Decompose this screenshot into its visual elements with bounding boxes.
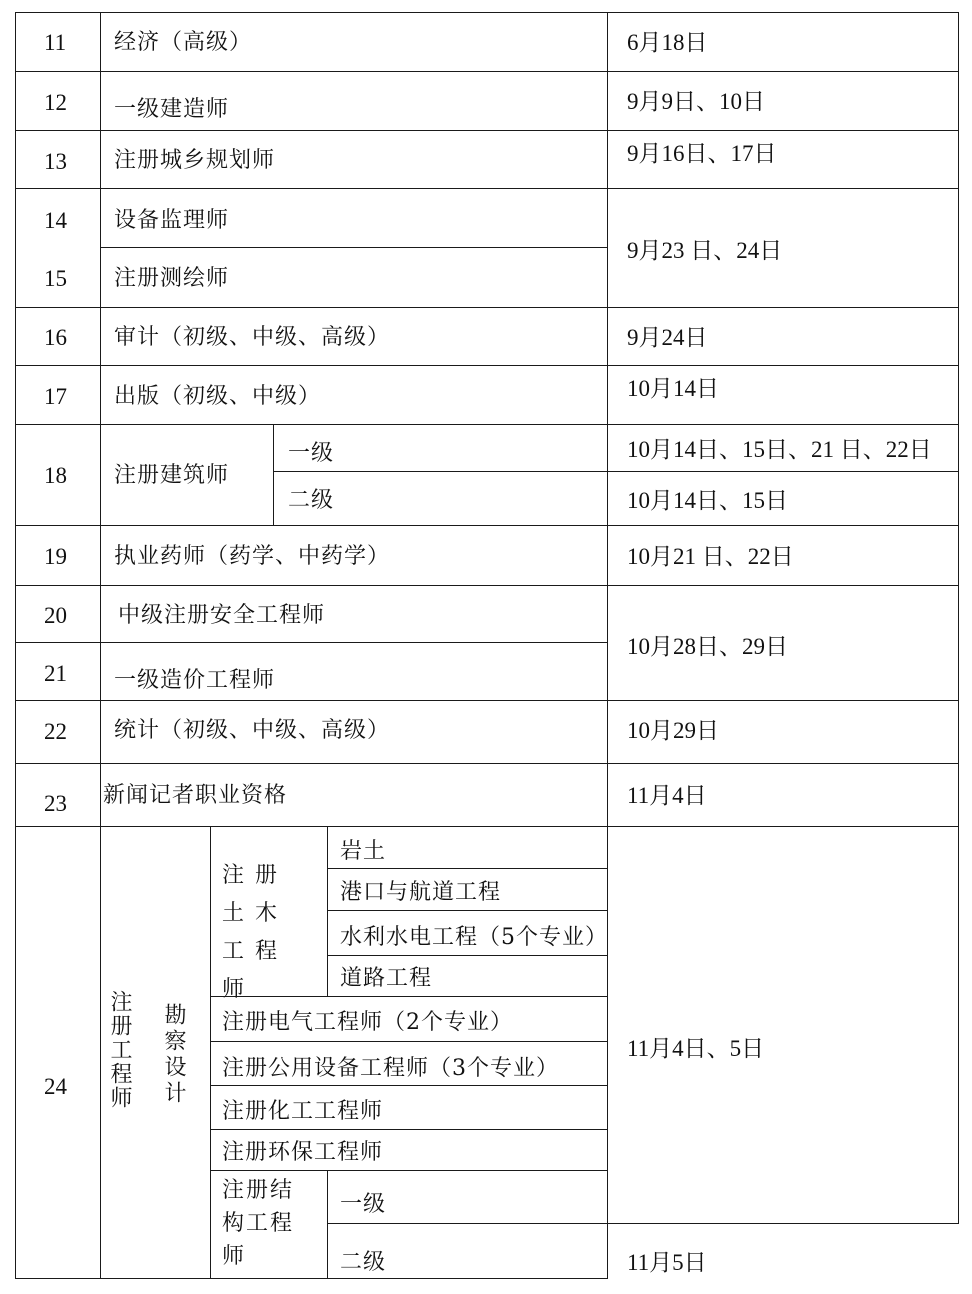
table-rule [607, 12, 608, 1279]
row-number: 13 [44, 149, 67, 174]
table-rule [15, 763, 958, 764]
level-label: 二级 [288, 488, 335, 513]
exam-name: 一级造价工程师 [114, 668, 276, 693]
table-rule [327, 826, 328, 997]
exam-name: 新闻记者职业资格 [103, 783, 288, 808]
row-number: 19 [44, 544, 67, 569]
exam-name: 中级注册安全工程师 [118, 603, 326, 628]
table-rule [327, 955, 607, 956]
exam-date: 10月14日、15日 [627, 488, 788, 513]
table-rule [210, 826, 211, 1279]
table-rule [15, 188, 958, 189]
row-number: 17 [44, 384, 67, 409]
exam-name: 出版（初级、中级） [114, 384, 322, 409]
table-rule [15, 424, 958, 425]
table-rule [100, 247, 607, 248]
table-rule [15, 365, 958, 366]
exam-date: 10月28日、29日 [627, 634, 788, 659]
specialty: 水利水电工程（5个专业） [340, 925, 608, 950]
row-number: 23 [44, 791, 67, 816]
exam-name: 经济（高级） [114, 30, 253, 55]
table-rule [15, 12, 959, 13]
row-number: 18 [44, 463, 67, 488]
table-rule [15, 1278, 607, 1279]
level-label: 二级 [340, 1250, 387, 1275]
table-rule [327, 910, 607, 911]
exam-name: 注册测绘师 [114, 266, 230, 291]
row-number: 20 [44, 603, 67, 628]
exam-date: 10月14日 [627, 376, 719, 401]
exam-name: 注册建筑师 [114, 463, 230, 488]
exam-date: 9月16日、17日 [627, 141, 777, 166]
specialty: 道路工程 [340, 966, 433, 991]
exam-date: 11月4日、5日 [627, 1036, 765, 1061]
table-rule [15, 585, 958, 586]
table-rule [210, 1085, 607, 1086]
exam-name: 审计（初级、中级、高级） [114, 325, 391, 350]
table-rule [327, 1170, 328, 1279]
exam-date: 9月24日 [627, 325, 708, 350]
level-label: 一级 [340, 1192, 387, 1217]
group-label: 注册工程师 [107, 990, 132, 1110]
table-rule [15, 130, 958, 131]
exam-date: 9月9日、10日 [627, 89, 765, 114]
specialty: 港口与航道工程 [340, 880, 502, 905]
exam-date: 6月18日 [627, 30, 708, 55]
exam-date: 11月5日 [627, 1250, 707, 1275]
table-rule [210, 1170, 607, 1171]
row-number: 14 [44, 208, 67, 233]
row-number: 12 [44, 90, 67, 115]
civil-engineer-label: 注册土木工程师 [222, 863, 289, 1002]
exam-date: 11月4日 [627, 783, 707, 808]
table-rule [15, 700, 958, 701]
table-rule [958, 12, 959, 1224]
row-number: 24 [44, 1074, 67, 1099]
engineer-type: 注册电气工程师（2个专业） [222, 1010, 513, 1035]
exam-name: 执业药师（药学、中药学） [114, 544, 391, 569]
exam-name: 统计（初级、中级、高级） [114, 718, 391, 743]
table-rule [327, 868, 607, 869]
exam-date: 10月14日、15日、21 日、22日 [627, 437, 932, 462]
exam-date: 10月29日 [627, 718, 719, 743]
table-rule [15, 642, 607, 643]
table-rule [15, 307, 958, 308]
row-number: 21 [44, 661, 67, 686]
subgroup-label: 勘察设计 [161, 1003, 186, 1107]
row-number: 15 [44, 266, 67, 291]
row-number: 22 [44, 719, 67, 744]
exam-date: 9月23 日、24日 [627, 238, 783, 263]
table-rule [15, 71, 959, 72]
exam-name: 设备监理师 [114, 208, 230, 233]
exam-name: 一级建造师 [114, 97, 230, 122]
exam-date: 10月21 日、22日 [627, 544, 794, 569]
table-rule [210, 1041, 607, 1042]
table-rule [100, 12, 101, 1279]
level-label: 一级 [288, 441, 335, 466]
specialty: 岩土 [340, 839, 387, 864]
table-rule [15, 826, 958, 827]
table-rule [210, 1129, 607, 1130]
table-rule [15, 525, 958, 526]
exam-name: 注册城乡规划师 [114, 148, 276, 173]
row-number: 16 [44, 325, 67, 350]
engineer-type: 注册化工工程师 [222, 1099, 384, 1124]
structural-engineer-label: 注册结构工程师 [222, 1178, 295, 1269]
table-rule [273, 424, 274, 526]
engineer-type: 注册公用设备工程师（3个专业） [222, 1056, 559, 1081]
row-number: 11 [44, 30, 67, 55]
table-rule [15, 12, 16, 1279]
table-rule [273, 471, 958, 472]
table-rule [327, 1223, 958, 1224]
engineer-type: 注册环保工程师 [222, 1140, 384, 1165]
